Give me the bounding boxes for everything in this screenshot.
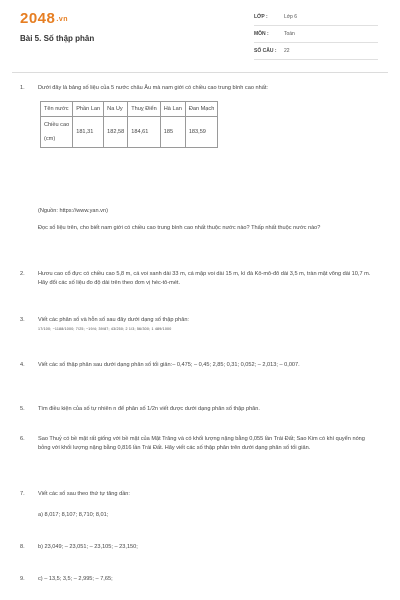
meta-subject-label: MÔN :	[254, 31, 269, 37]
table-cell: 181,31	[73, 117, 104, 148]
question-text: Tìm điều kiện của số tự nhiên n để phân số 1/2n viết được dưới dạng phân số thập phân.	[38, 406, 260, 412]
question-text: Viết các số thập phân sau dưới dạng phân số tối giản:– 0,475; – 0,45; 2,85; 0,31; 0,052; – 2,013; – 0,007.	[38, 362, 300, 368]
meta-count-value: 22	[284, 48, 290, 54]
meta-count-row	[254, 44, 378, 60]
question-number: 6.	[20, 436, 25, 442]
logo-text: 2048	[20, 10, 56, 27]
row-label-unit: (cm)	[44, 136, 56, 142]
logo-suffix: .vn	[56, 15, 68, 23]
question-text: b) 23,049; – 23,051; – 23,105; – 23,150;	[38, 544, 138, 550]
table-cell: 183,59	[185, 117, 218, 148]
question-number: 8.	[20, 544, 25, 550]
table-header-row	[41, 102, 218, 117]
table-cell: 182,58	[104, 117, 128, 148]
worksheet-header	[0, 0, 400, 68]
meta-count-label: SỐ CÂU :	[254, 48, 277, 54]
row-label-line: Chiều cao	[44, 122, 70, 128]
site-logo[interactable]	[20, 10, 68, 27]
table-header-cell: Phần Lan	[73, 102, 104, 117]
question-number: 7.	[20, 491, 25, 497]
question-number: 1.	[20, 85, 25, 91]
meta-class-label: LỚP :	[254, 14, 268, 20]
table-cell: 184,61	[128, 117, 161, 148]
question-text: Hươu cao cổ đực có chiều cao 5,8 m, cá voi xanh dài 33 m, cá mập voi dài 15 m, kì đà Kô-mô-đô dài 3,5 m, tràn mặt võng dài 10,7 m. Hãy đổi các số liệu đo độ dài trên theo đơn vị héc-tô-mét.	[38, 271, 371, 286]
table-header-cell: Thuỵ Điển	[128, 102, 161, 117]
question-text: Dưới đây là bảng số liệu của 5 nước châu Âu mà nam giới có chiều cao trung bình cao nhất:	[38, 85, 268, 91]
question-text: Sao Thuỷ có bề mặt rất giống với bề mặt của Mặt Trăng và có khối lượng nặng bằng 0,055 lần Trái Đất; Sao Kim có khí quyển nóng bỏng với khối lượng nặng bằng 0,816 lần Trái Đất. Hãy viết các số thập phân trên dưới dạng phân số tối giản.	[38, 436, 365, 451]
question-text: c) – 13,5; 3,5; – 2,995; – 7,65;	[38, 576, 113, 582]
lesson-title: Bài 5. Số thập phân	[20, 34, 95, 43]
fraction-list: 17/100; −1188/1000; 7/25; −19/4; 39/87; 43/250; 2 1/3; 56/300; 1 489/1000	[38, 326, 172, 331]
question-number: 3.	[20, 317, 25, 323]
table-cell: 185	[160, 117, 185, 148]
table-row-label	[41, 117, 73, 148]
question-number: 9.	[20, 576, 25, 582]
table-row	[41, 117, 218, 148]
question-7-item-a: a) 8,017; 8,107; 8,710; 8,01;	[38, 512, 109, 518]
table-header-cell: Na Uy	[104, 102, 128, 117]
question-1-followup: Đọc số liệu trên, cho biết nam giới có chiều cao trung bình cao nhất thuộc nước nào? Thấp nhất thuộc nước nào?	[38, 225, 321, 231]
meta-subject-value: Toán	[284, 31, 295, 37]
question-number: 5.	[20, 406, 25, 412]
meta-subject-row	[254, 27, 378, 43]
table-header-cell: Đan Mạch	[185, 102, 218, 117]
meta-class-row	[254, 10, 378, 26]
question-number: 2.	[20, 271, 25, 277]
question-text-line: Viết các phân số và hỗn số sau đây dưới dạng số thập phân:	[38, 317, 189, 323]
header-divider	[12, 72, 388, 73]
table-header-cell: Tên nước	[41, 102, 73, 117]
source-note: (Nguồn: https://www.yan.vn)	[38, 208, 108, 214]
question-text: Viết các số sau theo thứ tự tăng dần:	[38, 491, 130, 497]
question-text	[38, 316, 378, 333]
height-table	[40, 101, 218, 148]
meta-class-value: Lớp 6	[284, 14, 298, 20]
table-header-cell: Hà Lan	[160, 102, 185, 117]
question-number: 4.	[20, 362, 25, 368]
